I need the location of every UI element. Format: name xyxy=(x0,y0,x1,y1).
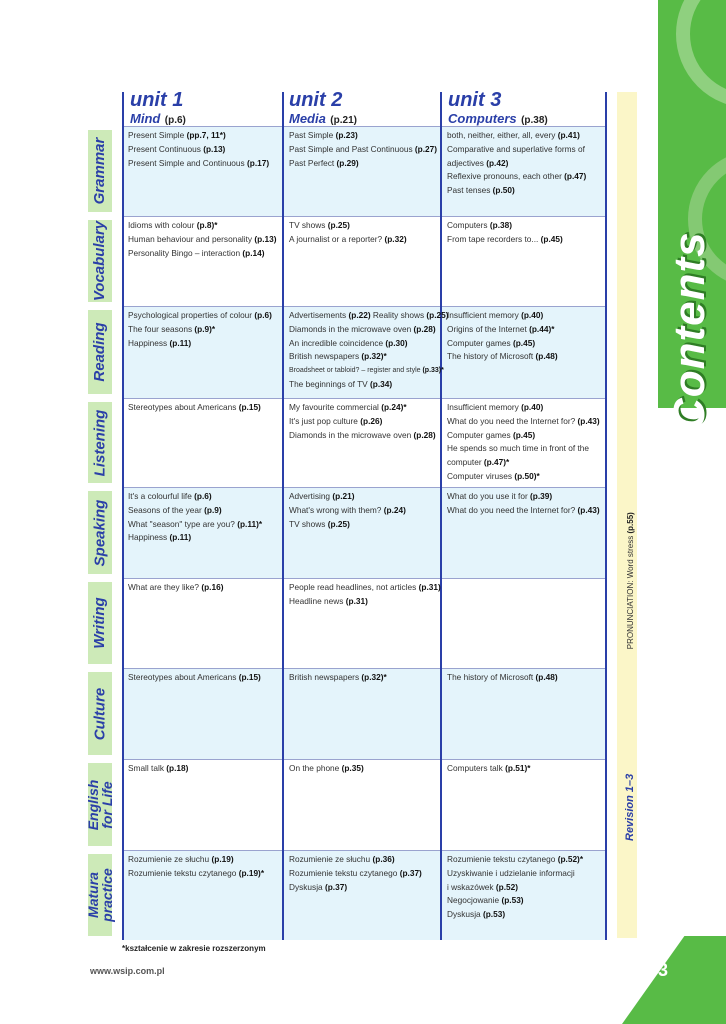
page-ref: (p.28) xyxy=(413,323,436,334)
contents-cell xyxy=(447,671,558,685)
page-number: 3 xyxy=(658,960,669,980)
topic-entry xyxy=(447,415,600,429)
topic-entry xyxy=(289,762,364,776)
page-ref: (p.9) xyxy=(204,504,222,515)
topic-text: Personality Bingo – interaction xyxy=(128,247,243,258)
topic-entry xyxy=(447,184,586,198)
page-ref: (p.36) xyxy=(372,854,395,864)
page-ref: (p.24)* xyxy=(381,402,407,412)
topic-entry xyxy=(447,350,558,364)
topic-entry xyxy=(447,309,558,323)
topic-entry xyxy=(289,504,406,518)
page-ref: (p.11) xyxy=(169,337,192,348)
page-ref: (p.19) xyxy=(211,854,234,864)
topic-text: It's a colourful life xyxy=(128,491,195,501)
page-ref: (p.42) xyxy=(486,157,509,168)
topic-text: Past Perfect xyxy=(289,157,337,168)
topic-text: It's just pop culture xyxy=(289,415,361,426)
topic-entry xyxy=(128,309,272,323)
topic-entry xyxy=(289,143,437,157)
topic-entry xyxy=(289,867,422,881)
topic-entry xyxy=(128,762,188,776)
topic-text: Stereotypes about Americans xyxy=(128,672,239,682)
section-label: Writing xyxy=(91,597,108,649)
page-ref: (p.51)* xyxy=(505,763,531,773)
page-ref: (p.50)* xyxy=(514,470,540,481)
topic-entry xyxy=(447,429,600,443)
topic-text: Rozumienie ze słuchu xyxy=(289,854,373,864)
page-ref: (p.21) xyxy=(332,491,355,501)
unit-2-page: (p.21) xyxy=(330,115,357,126)
unit-1-label: unit 1 xyxy=(130,89,184,111)
topic-text: TV shows xyxy=(289,220,328,230)
topic-text: Seasons of the year xyxy=(128,504,205,515)
topic-text: Rozumienie tekstu czytanego xyxy=(289,867,400,878)
topic-text: Present Simple and Continuous xyxy=(128,157,247,168)
contents-cell xyxy=(289,581,441,609)
page-ref: (p.53) xyxy=(501,895,524,906)
topic-text: Computer games xyxy=(447,429,513,440)
topic-text: Present Simple xyxy=(128,130,187,140)
topic-entry xyxy=(447,157,586,171)
section-label: Culture xyxy=(91,687,108,740)
row-divider xyxy=(122,216,607,217)
topic-text: Advertisements xyxy=(289,310,349,320)
contents-cell xyxy=(447,762,530,776)
topic-entry xyxy=(289,429,436,443)
section-label: Speaking xyxy=(91,499,108,566)
page-ref: (p.45) xyxy=(512,337,536,348)
topic-entry xyxy=(289,581,441,595)
page-ref: (p.48) xyxy=(535,672,558,682)
topic-entry xyxy=(289,309,449,323)
page-ref: (p.33)* xyxy=(422,367,444,375)
topic-text: What do you need the Internet for? xyxy=(447,504,578,515)
contents-cell xyxy=(128,671,261,685)
topic-entry xyxy=(289,671,387,685)
contents-cell xyxy=(128,309,272,350)
topic-text: Broadsheet or tabloid? – register and style xyxy=(289,367,423,375)
page-ref: (pp.7, 11*) xyxy=(186,130,226,140)
unit-2-label: unit 2 xyxy=(289,89,343,111)
column-divider xyxy=(440,92,442,940)
page-title: Contents xyxy=(665,231,714,430)
revision-title: Revision 1–3 xyxy=(624,773,636,841)
page-ref: (p.9)* xyxy=(194,323,216,334)
page-ref: (p.38) xyxy=(489,220,513,230)
topic-entry xyxy=(447,504,600,518)
contents-cell xyxy=(289,490,406,531)
topic-entry xyxy=(447,853,583,867)
page-ref: (p.30) xyxy=(385,337,408,348)
topic-entry xyxy=(447,470,600,484)
page-ref: (p.52)* xyxy=(557,854,584,864)
topic-text: Stereotypes about Americans xyxy=(128,402,239,412)
unit-3-label: unit 3 xyxy=(448,89,502,111)
row-divider xyxy=(122,487,607,488)
page-ref: (p.32)* xyxy=(361,351,387,362)
topic-entry xyxy=(128,323,272,337)
topic-text: Human behaviour and personality xyxy=(128,233,255,244)
topic-entry xyxy=(289,401,436,415)
topic-entry xyxy=(289,129,437,143)
page-ref: (p.32)* xyxy=(361,672,387,682)
unit-1-title: Mind xyxy=(130,111,161,126)
page-ref: (p.25) xyxy=(327,220,350,230)
topic-text: Past Simple xyxy=(289,130,336,140)
page-ref: (p.27) xyxy=(414,143,438,154)
contents-cell xyxy=(128,401,261,415)
topic-text: What "season" type are you? xyxy=(128,518,238,529)
section-label: Grammar xyxy=(91,137,108,205)
topic-entry xyxy=(128,401,261,415)
contents-cell xyxy=(128,490,262,545)
page-ref: (p.11) xyxy=(169,532,192,543)
topic-text: Dyskusja xyxy=(447,909,483,920)
topic-entry xyxy=(447,908,583,922)
topic-text: computer xyxy=(447,457,484,468)
topic-text: TV shows xyxy=(289,518,328,529)
topic-text: What's wrong with them? xyxy=(289,504,384,515)
topic-entry xyxy=(128,143,269,157)
topic-entry xyxy=(289,219,407,233)
topic-text: Happiness xyxy=(128,337,170,348)
topic-entry xyxy=(128,247,277,261)
topic-entry xyxy=(447,170,586,184)
topic-entry xyxy=(447,219,563,233)
page-ref: (p.41) xyxy=(557,130,580,140)
topic-text: What are they like? xyxy=(128,582,202,592)
page-ref: (p.40) xyxy=(521,310,544,320)
topic-entry xyxy=(128,129,269,143)
topic-text: A journalist or a reporter? xyxy=(289,233,385,244)
row-divider xyxy=(122,850,607,851)
row-divider xyxy=(122,398,607,399)
contents-cell xyxy=(289,671,387,685)
topic-text: On the phone xyxy=(289,763,342,773)
topic-entry xyxy=(128,490,262,504)
topic-text: Small talk xyxy=(128,763,167,773)
section-label: English for Life xyxy=(85,779,115,830)
topic-text: The beginnings of TV xyxy=(289,378,371,389)
topic-entry xyxy=(128,671,261,685)
topic-entry xyxy=(289,378,449,392)
topic-entry xyxy=(128,219,277,233)
topic-entry xyxy=(128,518,262,532)
contents-cell xyxy=(289,853,422,894)
topic-entry xyxy=(128,504,262,518)
unit-3-title: Computers xyxy=(448,111,517,126)
topic-text: Diamonds in the microwave oven xyxy=(289,323,414,334)
page-ref: (p.45) xyxy=(540,233,563,244)
revision-label xyxy=(624,512,636,841)
page-ref: (p.44)* xyxy=(529,323,555,334)
column-divider xyxy=(282,92,284,940)
topic-entry xyxy=(447,401,600,415)
topic-text: Past Simple and Past Continuous xyxy=(289,143,415,154)
revision-pronunciation: PRONUNCIATION: Word stress xyxy=(626,535,635,650)
unit-1-page: (p.6) xyxy=(164,115,186,126)
page-ref: (p.25) xyxy=(327,518,350,529)
topic-entry xyxy=(447,456,600,470)
page-ref: (p.29) xyxy=(336,157,359,168)
contents-cell xyxy=(447,219,563,247)
topic-text: Happiness xyxy=(128,532,170,543)
topic-entry xyxy=(128,853,264,867)
topic-text: Computers xyxy=(447,220,490,230)
page-ref: (p.52) xyxy=(495,881,519,892)
topic-entry xyxy=(128,581,223,595)
topic-text: Computers talk xyxy=(447,763,506,773)
topic-entry xyxy=(447,881,583,895)
contents-cell xyxy=(447,401,600,484)
contents-cell xyxy=(289,129,437,170)
row-divider xyxy=(122,578,607,579)
topic-entry xyxy=(447,337,558,351)
topic-entry xyxy=(128,157,269,171)
topic-text: British newspapers xyxy=(289,672,362,682)
page-ref: (p.37) xyxy=(399,867,422,878)
row-divider xyxy=(122,668,607,669)
topic-entry xyxy=(447,762,530,776)
page-ref: (p.26) xyxy=(360,415,383,426)
page-ref: (p.39) xyxy=(530,491,553,501)
topic-text: An incredible coincidence xyxy=(289,337,386,348)
topic-text: What do you use it for xyxy=(447,491,531,501)
topic-text: Uzyskiwanie i udzielanie informacji xyxy=(447,867,575,878)
topic-entry xyxy=(128,867,264,881)
topic-entry xyxy=(128,233,277,247)
topic-text: Dyskusja xyxy=(289,881,325,892)
contents-cell xyxy=(447,129,586,198)
page-ref: (p.43) xyxy=(577,415,600,426)
topic-entry xyxy=(289,323,449,337)
section-label: Reading xyxy=(91,322,108,382)
topic-text: Advertising xyxy=(289,491,333,501)
page-ref: (p.37) xyxy=(324,881,348,892)
page-ref: (p.47)* xyxy=(483,457,510,468)
page-ref: (p.47) xyxy=(564,171,587,182)
topic-entry xyxy=(447,442,600,456)
contents-cell xyxy=(289,762,364,776)
contents-cell xyxy=(289,401,436,442)
page-ref: (p.32) xyxy=(384,233,407,244)
unit-2-title: Media xyxy=(289,111,326,126)
contents-cell xyxy=(128,219,277,260)
unit-2-header xyxy=(289,90,357,128)
topic-text: What do you need the Internet for? xyxy=(447,415,578,426)
section-label: Matura practice xyxy=(85,868,115,922)
page-ref: (p.40) xyxy=(521,402,544,412)
topic-text: From tape recorders to... xyxy=(447,233,541,244)
topic-text: Rozumienie tekstu czytanego xyxy=(447,854,558,864)
contents-cell xyxy=(128,581,223,595)
topic-text: both, neither, either, all, every xyxy=(447,130,558,140)
page-ref: (p.43) xyxy=(577,504,600,515)
topic-text: Idioms with colour xyxy=(128,220,197,230)
page-ref: (p.35) xyxy=(341,763,364,773)
page-ref: (p.8)* xyxy=(196,220,218,230)
page-ref: (p.23) xyxy=(335,130,358,140)
topic-entry xyxy=(447,233,563,247)
page-ref: (p.34) xyxy=(370,378,393,389)
unit-3-page: (p.38) xyxy=(521,115,548,126)
topic-entry xyxy=(289,415,436,429)
contents-cell xyxy=(447,309,558,364)
topic-entry xyxy=(289,233,407,247)
page-ref: (p.50) xyxy=(492,185,515,196)
topic-entry xyxy=(289,518,406,532)
topic-entry xyxy=(447,323,558,337)
section-label: Listening xyxy=(91,409,108,476)
topic-text: adjectives xyxy=(447,157,487,168)
topic-text: My favourite commercial xyxy=(289,402,382,412)
topic-text: Rozumienie ze słuchu xyxy=(128,854,212,864)
topic-entry xyxy=(289,595,441,609)
topic-entry xyxy=(128,337,272,351)
page-ref: (p.22) xyxy=(348,310,371,320)
topic-text: Headline news xyxy=(289,595,346,606)
footnote: *kształcenie w zakresie rozszerzonym xyxy=(122,944,266,953)
revision-page: (p.55) xyxy=(626,512,635,534)
topic-entry xyxy=(289,881,422,895)
topic-text: The history of Microsoft xyxy=(447,672,536,682)
topic-entry xyxy=(289,853,422,867)
topic-entry xyxy=(289,157,437,171)
topic-text: People read headlines, not articles xyxy=(289,582,419,592)
topic-text: British newspapers xyxy=(289,351,362,362)
page-ref: (p.14) xyxy=(242,247,265,258)
page-ref: (p.15) xyxy=(238,402,261,412)
topic-text: Reflexive pronouns, each other xyxy=(447,171,565,182)
topic-entry xyxy=(447,671,558,685)
contents-cell xyxy=(447,853,583,922)
contents-cell xyxy=(128,853,264,881)
topic-text: Insufficient memory xyxy=(447,402,522,412)
page-ref: (p.24) xyxy=(383,504,406,515)
topic-entry xyxy=(447,490,600,504)
unit-3-header xyxy=(448,90,548,128)
topic-text: Origins of the Internet xyxy=(447,323,530,334)
topic-entry xyxy=(289,337,449,351)
column-divider xyxy=(605,92,607,940)
contents-cell xyxy=(128,762,188,776)
topic-entry xyxy=(289,350,449,364)
topic-entry xyxy=(447,143,586,157)
page-ref: (p.53) xyxy=(482,909,506,920)
page-ref: (p.45) xyxy=(512,429,536,440)
topic-text: Computer viruses xyxy=(447,470,515,481)
topic-text: Computer games xyxy=(447,337,513,348)
contents-cell xyxy=(289,309,449,392)
page-ref: (p.11)* xyxy=(237,518,263,529)
topic-text: Negocjowanie xyxy=(447,895,502,906)
page-ref: (p.6) xyxy=(254,310,272,320)
page-ref: (p.25) xyxy=(426,310,449,320)
topic-text: The history of Microsoft xyxy=(447,351,536,362)
topic-text: i wskazówek xyxy=(447,881,496,892)
topic-entry xyxy=(447,894,583,908)
contents-cell xyxy=(128,129,269,170)
topic-text: Reality shows xyxy=(370,310,427,320)
topic-text: Past tenses xyxy=(447,185,493,196)
column-divider xyxy=(122,92,124,940)
page-ref: (p.48) xyxy=(535,351,558,362)
topic-entry xyxy=(447,129,586,143)
topic-entry xyxy=(289,364,449,378)
contents-cell xyxy=(447,490,600,518)
page-ref: (p.17) xyxy=(247,157,270,168)
page-ref: (p.19)* xyxy=(238,867,265,878)
page-ref: (p.16) xyxy=(201,582,224,592)
topic-text: Present Continuous xyxy=(128,143,204,154)
topic-text: He spends so much time in front of the xyxy=(447,443,590,454)
decorative-ring xyxy=(676,0,726,108)
unit-1-header xyxy=(130,90,186,128)
topic-text: Diamonds in the microwave oven xyxy=(289,429,414,440)
topic-text: Comparative and superlative forms of xyxy=(447,143,585,154)
page-ref: (p.18) xyxy=(166,763,189,773)
topic-text: The four seasons xyxy=(128,323,195,334)
topic-entry xyxy=(447,867,583,881)
page-ref: (p.13) xyxy=(254,233,277,244)
page-ref: (p.31) xyxy=(418,582,441,592)
page-ref: (p.28) xyxy=(413,429,436,440)
topic-text: Insufficient memory xyxy=(447,310,522,320)
page-ref: (p.6) xyxy=(194,491,212,501)
page-ref: (p.15) xyxy=(238,672,261,682)
page-ref: (p.31) xyxy=(345,595,368,606)
page-ref: (p.13) xyxy=(203,143,226,154)
topic-entry xyxy=(289,490,406,504)
topic-text: Rozumienie tekstu czytanego xyxy=(128,867,239,878)
topic-entry xyxy=(128,531,262,545)
section-label: Vocabulary xyxy=(91,220,108,302)
row-divider xyxy=(122,759,607,760)
row-divider xyxy=(122,306,607,307)
contents-cell xyxy=(289,219,407,247)
website-url[interactable]: www.wsip.com.pl xyxy=(90,966,165,976)
topic-text: Psychological properties of colour xyxy=(128,310,255,320)
